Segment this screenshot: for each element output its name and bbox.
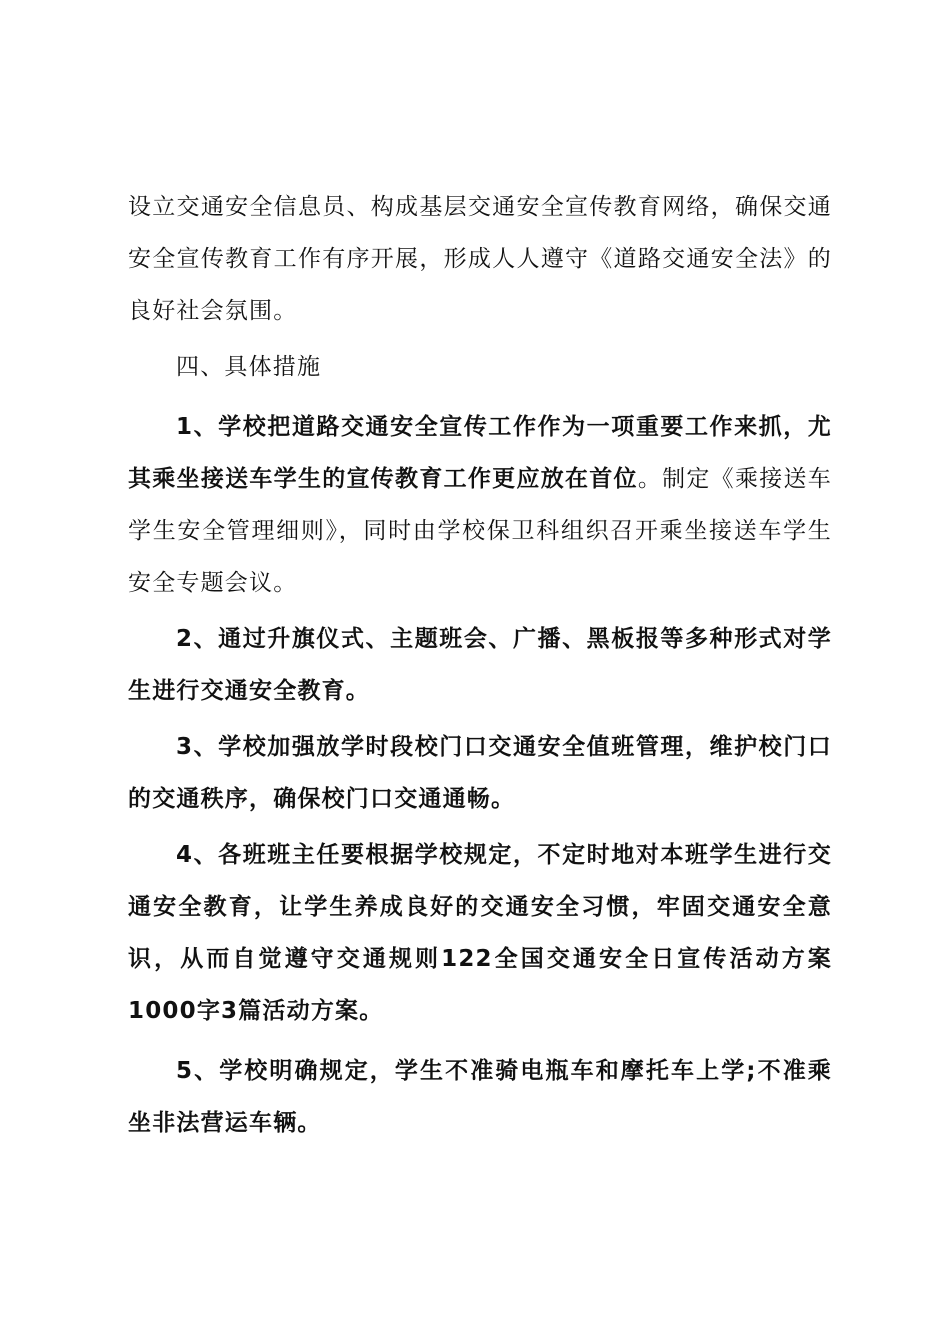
intro-paragraph: 设立交通安全信息员、构成基层交通安全宣传教育网络，确保交通安全宣传教育工作有序开展，形成人人遵守《道路交通安全法》的良好社会氛围。 — [128, 194, 832, 324]
measure-2-paragraph: 2、通过升旗仪式、主题班会、广播、黑板报等多种形式对学生进行交通安全教育。 — [128, 626, 832, 704]
measure-1-normal-text: 。制定《乘接送车学生安全管理细则》，同时由学校保卫科组织召开乘坐接送车学生安全专题会议。 — [128, 466, 832, 596]
measure-1-bold-text: 1、学校把道路交通安全宣传工作作为一项重要工作来抓，尤其乘坐接送车学生的宣传教育工作更应放在首位 — [128, 414, 832, 492]
measure-5-paragraph: 5、学校明确规定，学生不准骑电瓶车和摩托车上学;不准乘坐非法营运车辆。 — [128, 1058, 832, 1136]
measure-3-paragraph: 3、学校加强放学时段校门口交通安全值班管理，维护校门口的交通秩序，确保校门口交通通畅。 — [128, 734, 832, 812]
measure-4-paragraph: 4、各班班主任要根据学校规定，不定时地对本班学生进行交通安全教育，让学生养成良好的交通安全习惯，牢固交通安全意识，从而自觉遵守交通规则122全国交通安全日宣传活动方案1000字3篇活动方案。 — [128, 842, 832, 1024]
section-heading: 四、具体措施 — [176, 354, 322, 380]
measure-1-paragraph — [128, 401, 832, 609]
